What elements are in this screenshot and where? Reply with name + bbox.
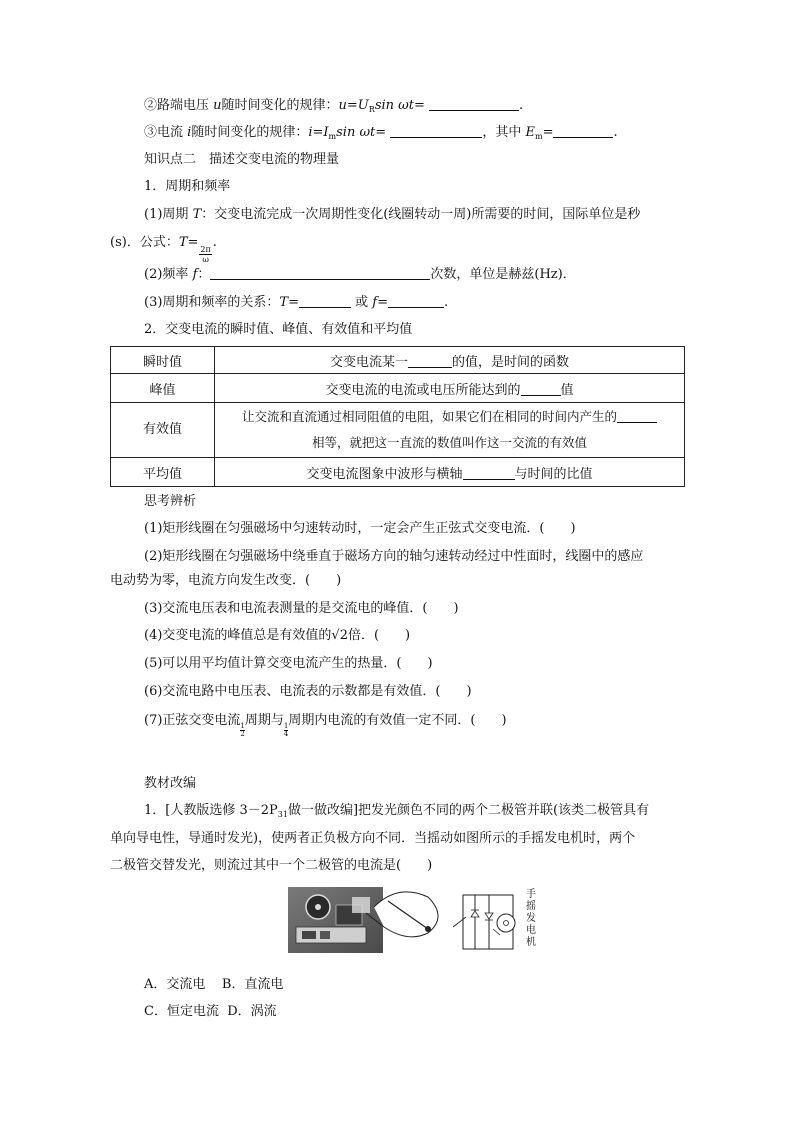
text: 值 xyxy=(560,382,574,398)
answer-blank[interactable] xyxy=(408,354,452,368)
text: 次数，单位是赫兹(Hz)． xyxy=(430,267,576,282)
subscript: R xyxy=(368,105,375,114)
numerator: 1 xyxy=(283,722,289,730)
text: 周期内电流的有效值一定不同．( ) xyxy=(288,713,507,728)
table-row xyxy=(111,458,685,487)
row-value xyxy=(215,458,685,487)
numerator: 2π xyxy=(200,245,211,254)
text: 随时间变化的规律： xyxy=(191,125,309,140)
text: 与时间的比值 xyxy=(514,466,593,482)
text: 交变电流的电流或电压所能达到的 xyxy=(325,382,521,398)
period-definition xyxy=(144,206,640,224)
text: ：交变电流完成一次周期性变化(线圈转动一周)所需要的时间，国际单位是秒 xyxy=(201,207,641,222)
answer-blank[interactable] xyxy=(429,97,519,111)
row-value xyxy=(215,403,685,458)
think-q4 xyxy=(144,627,410,645)
answer-blank[interactable] xyxy=(521,382,561,396)
option-c[interactable]: C．恒定电流 xyxy=(144,1004,219,1019)
text: 做一做改编]把发光颜色不同的两个二极管并联(该类二极管具有 xyxy=(287,803,650,818)
textbook-p1 xyxy=(144,802,649,824)
hand-generator-figure xyxy=(288,887,543,957)
answer-blank[interactable] xyxy=(388,294,444,308)
text: (4)交变电流的峰值总是有效值的 xyxy=(144,628,332,643)
text: (7)正弦交变电流 xyxy=(144,713,241,728)
period: . xyxy=(444,295,449,310)
answer-blank[interactable] xyxy=(390,124,482,138)
text: (1)周期 xyxy=(144,207,189,222)
think-q3: (3)交流电压表和电流表测量的是交流电的峰值．( ) xyxy=(144,601,459,616)
text: 随时间变化的规律： xyxy=(221,98,339,113)
var-f: f xyxy=(192,267,198,282)
option-d[interactable]: D．涡流 xyxy=(227,1004,277,1019)
period: . xyxy=(519,98,524,113)
textbook-p3: 二极管交替发光，则流过其中一个二极管的电流是( ) xyxy=(110,858,433,873)
text: 1．[人教版选修 3－2P xyxy=(144,803,278,818)
text: ： xyxy=(197,267,211,282)
options-row-1 xyxy=(144,976,283,994)
row-key: 有效值 xyxy=(111,403,215,458)
text: ③电流 xyxy=(144,125,184,140)
fraction xyxy=(199,245,211,264)
answer-blank[interactable] xyxy=(463,466,515,480)
text: 交变电流某一 xyxy=(329,354,408,370)
var-e: E xyxy=(525,125,535,140)
table-row xyxy=(111,374,685,403)
row-key: 瞬时值 xyxy=(111,347,215,374)
answer-blank[interactable] xyxy=(299,294,351,308)
subscript: 31 xyxy=(277,810,288,819)
relation-line xyxy=(144,294,448,312)
text: 周期与 xyxy=(244,713,284,728)
text: ，其中 xyxy=(482,125,522,140)
formula: T= xyxy=(279,295,299,310)
denominator: ω xyxy=(202,255,209,264)
table-row xyxy=(111,403,685,458)
period: . xyxy=(613,125,618,140)
sqrt-two: √2 xyxy=(331,628,348,643)
text: (s)．公式： xyxy=(110,235,179,250)
period-formula-line xyxy=(110,234,217,264)
formula-tail: sin ωt= xyxy=(374,98,425,113)
subscript: m xyxy=(534,132,543,141)
text: 交变电流图象中波形与横轴 xyxy=(306,466,463,482)
text: 让交流和直流通过相同阻值的电阻，如果它们在相同的时间内产生的 xyxy=(241,409,617,424)
denominator: 4 xyxy=(283,730,289,738)
table-row xyxy=(111,347,685,374)
think-q2b: 电动势为零，电流方向发生改变．( ) xyxy=(110,573,342,588)
think-q2a: (2)矩形线圈在匀强磁场中绕垂直于磁场方向的轴匀速转动经过中性面时，线圈中的感应 xyxy=(144,549,644,564)
period: . xyxy=(212,235,217,250)
text: (3)周期和频率的关系： xyxy=(144,295,280,310)
row-key: 平均值 xyxy=(111,458,215,487)
think-heading: 思考辨析 xyxy=(144,494,197,509)
think-q7 xyxy=(144,712,507,738)
numerator: 1 xyxy=(240,722,245,730)
row-value xyxy=(215,374,685,403)
text: ②路端电压 xyxy=(144,98,210,113)
route-voltage-line xyxy=(144,97,523,119)
diode-icon xyxy=(471,911,479,917)
item2-title: 2．交变电流的瞬时值、峰值、有效值和平均值 xyxy=(144,322,413,337)
var-t: T xyxy=(192,207,202,222)
option-b[interactable]: B．直流电 xyxy=(221,977,284,992)
textbook-p2: 单向导电性，导通时发光)，使两者正负极方向不同．当摇动如图所示的手摇发电机时，两个 xyxy=(110,831,636,846)
text: 或 xyxy=(355,295,369,310)
var-u: u xyxy=(213,98,222,113)
answer-blank[interactable] xyxy=(553,124,613,138)
var-i: i xyxy=(187,125,192,140)
formula: u=U xyxy=(338,98,369,113)
frequency-line xyxy=(144,266,576,284)
formula: f= xyxy=(372,295,389,310)
text: (2)频率 xyxy=(144,267,189,282)
think-q1: (1)矩形线圈在匀强磁场中匀速转动时，一定会产生正弦式交变电流．( ) xyxy=(144,521,576,536)
text: 相等，就把这一直流的数值叫作这一交流的有效值 xyxy=(311,435,587,450)
formula: T= xyxy=(178,235,199,250)
current-line xyxy=(144,124,618,146)
formula: i=I xyxy=(308,125,329,140)
answer-blank[interactable] xyxy=(210,266,430,280)
think-q6: (6)交流电路中电压表、电流表的示数都是有效值．( ) xyxy=(144,684,472,699)
row-value xyxy=(215,347,685,374)
think-q5: (5)可以用平均值计算交变电流产生的热量．( ) xyxy=(144,656,433,671)
text: 的值，是时间的函数 xyxy=(452,354,570,370)
equals: = xyxy=(542,125,554,140)
item1-title: 1．周期和频率 xyxy=(144,179,231,194)
section-heading: 知识点二 描述交变电流的物理量 xyxy=(144,152,340,167)
denominator: 2 xyxy=(240,730,245,738)
subscript: m xyxy=(328,132,337,141)
diode-icon xyxy=(485,913,493,919)
formula-tail: sin ωt= xyxy=(336,125,387,140)
options-row-2 xyxy=(144,1003,277,1021)
generator-diagram xyxy=(288,887,543,957)
values-table xyxy=(110,346,685,487)
generator-symbol-icon xyxy=(497,914,515,932)
option-a[interactable]: A．交流电 xyxy=(144,977,206,992)
row-key: 峰值 xyxy=(111,374,215,403)
text: 倍．( ) xyxy=(347,628,411,643)
figure-label: 手摇发电机 xyxy=(526,889,536,948)
textbook-heading: 教材改编 xyxy=(144,776,197,791)
answer-blank[interactable] xyxy=(617,409,657,423)
